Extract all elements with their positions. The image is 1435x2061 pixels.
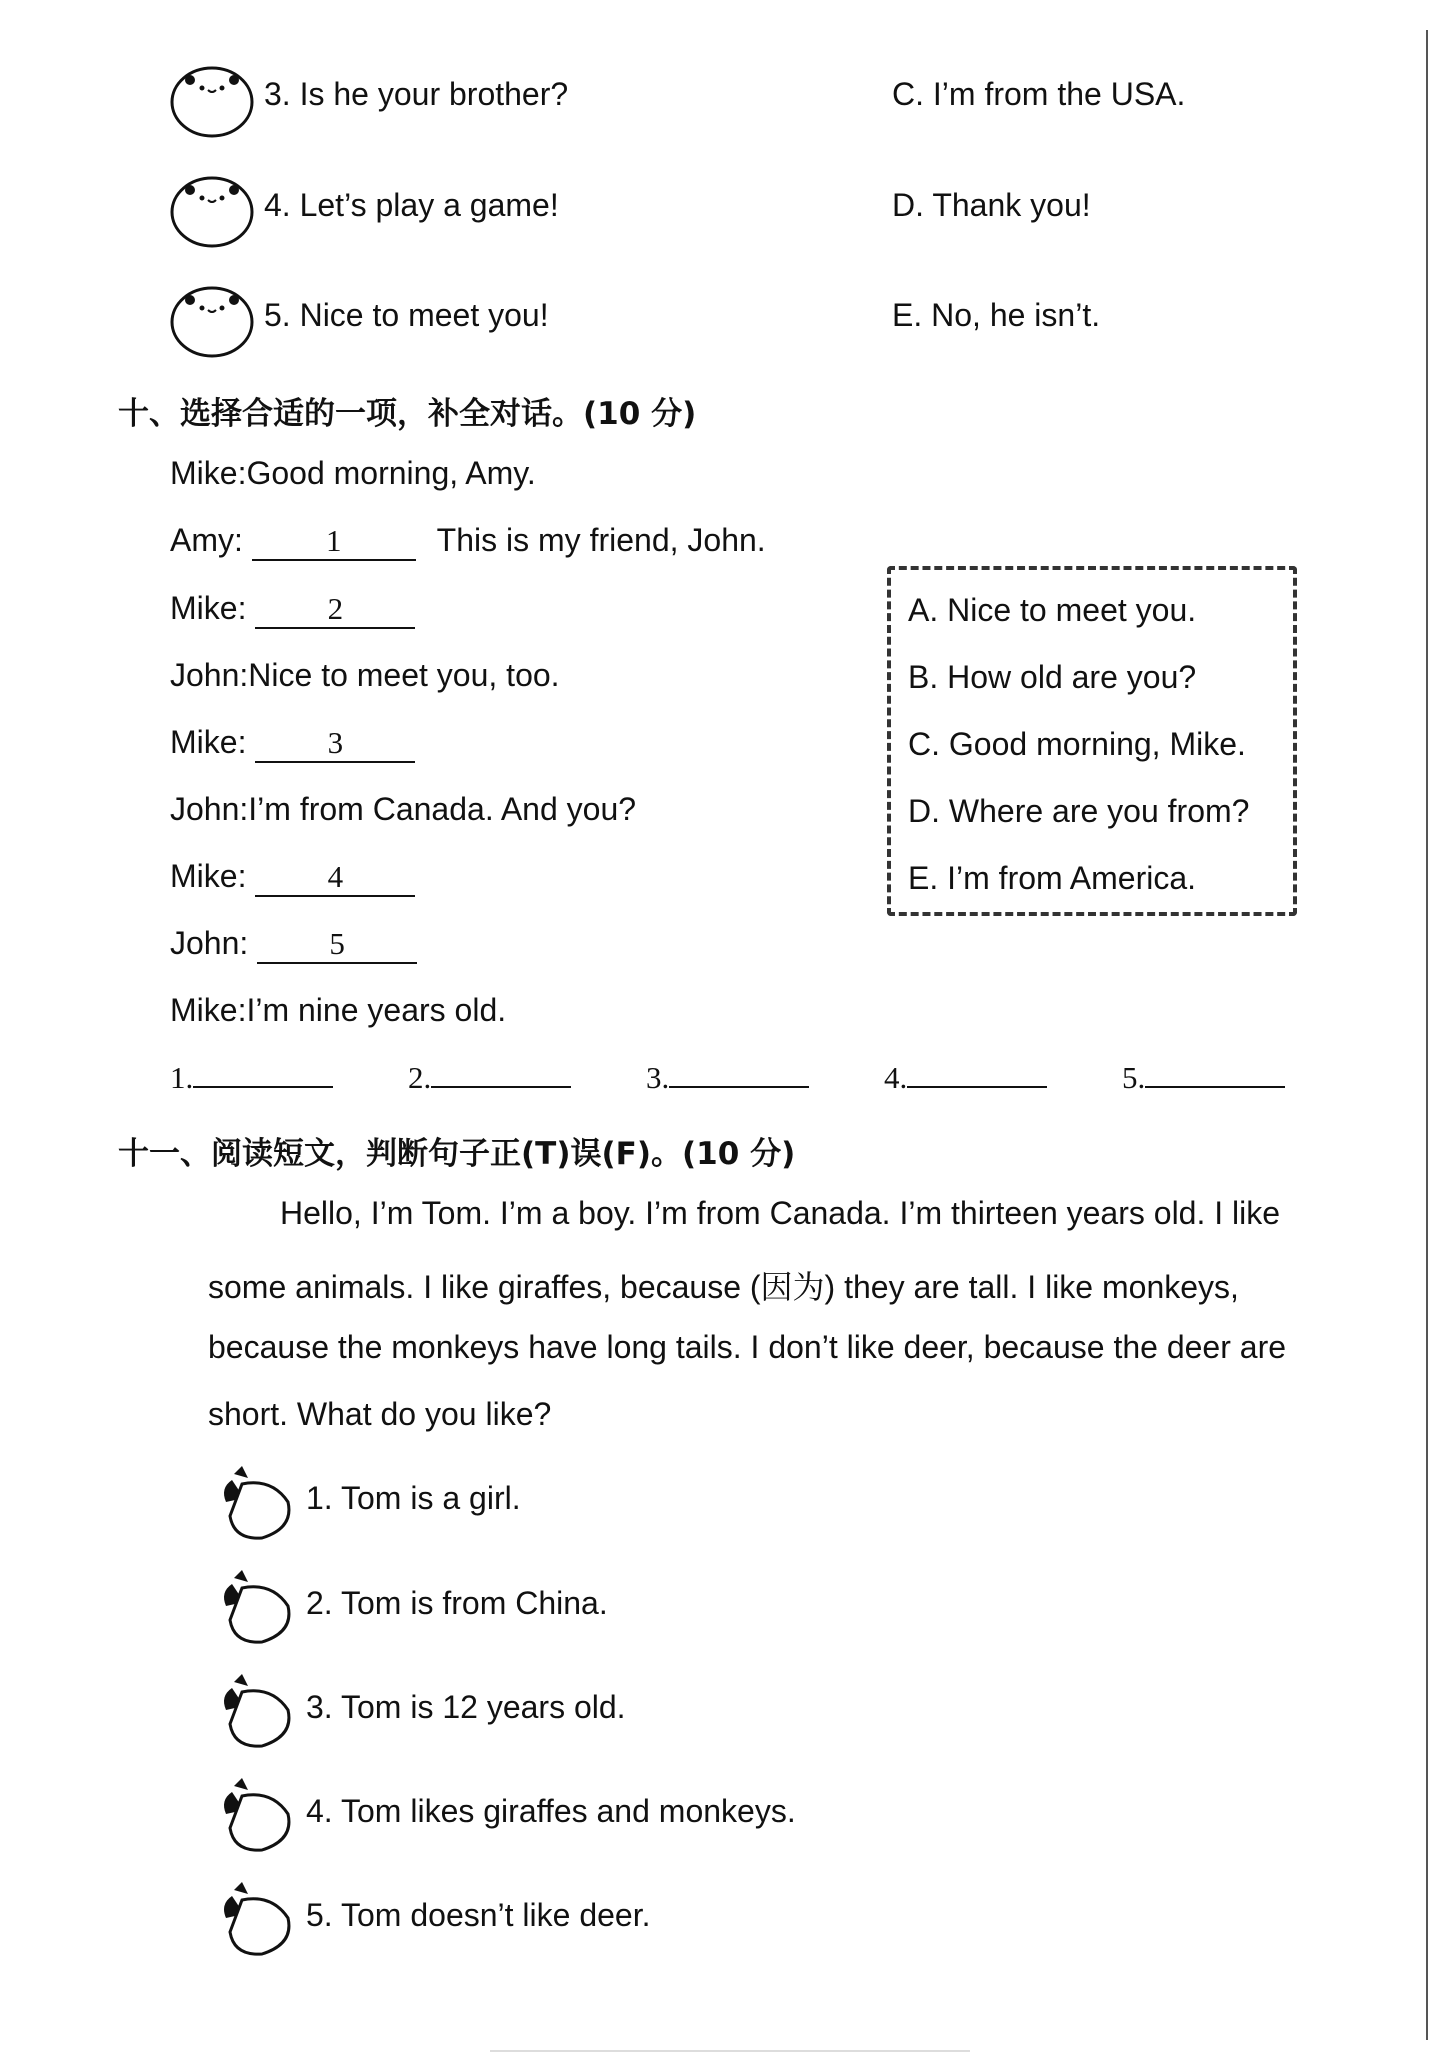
answer-slot-1	[170, 1060, 333, 1096]
answer-slot-4	[884, 1060, 1047, 1096]
match-item-3: 3. Is he your brother?	[264, 76, 569, 112]
section-10-heading: 十、选择合适的一项，补全对话。(10 分)	[118, 396, 697, 432]
statement-5: 5. Tom doesn’t like deer.	[306, 1897, 651, 1933]
speaker: John:	[170, 791, 249, 827]
match-answer-d: D. Thank you!	[892, 187, 1091, 223]
option-b: B. How old are you?	[908, 659, 1197, 695]
dialogue-line	[170, 724, 415, 763]
line-text: I’m nine years old.	[246, 992, 507, 1028]
fox-face-icon	[204, 1570, 300, 1646]
answer-label: 3.	[646, 1060, 670, 1095]
match-answer-e: E. No, he isn’t.	[892, 297, 1101, 333]
answer-label: 5.	[1122, 1060, 1146, 1095]
dialogue-line	[170, 858, 415, 897]
dialogue-line	[170, 925, 417, 964]
answer-blank[interactable]: 2	[255, 591, 415, 629]
fox-face-icon	[204, 1778, 300, 1854]
option-d: D. Where are you from?	[908, 793, 1250, 829]
speaker: Amy:	[170, 522, 243, 558]
option-c: C. Good morning, Mike.	[908, 726, 1246, 762]
page-edge-rule	[1426, 30, 1428, 2040]
dialogue-line	[170, 590, 415, 629]
answer-line[interactable]	[669, 1062, 809, 1088]
line-text: Good morning, Amy.	[246, 455, 536, 491]
speaker: Mike:	[170, 724, 247, 760]
statement-2: 2. Tom is from China.	[306, 1585, 608, 1621]
option-e: E. I’m from America.	[908, 860, 1197, 896]
statement-3: 3. Tom is 12 years old.	[306, 1689, 626, 1725]
panda-face-icon	[166, 162, 258, 252]
dialogue-line	[170, 992, 506, 1029]
passage-line: because the monkeys have long tails. I don’t like deer, because the deer are	[208, 1329, 1287, 1365]
answer-label: 4.	[884, 1060, 908, 1095]
answer-line[interactable]	[1145, 1062, 1285, 1088]
answer-line[interactable]	[193, 1062, 333, 1088]
section-11-heading: 十一、阅读短文，判断句子正(T)误(F)。(10 分)	[118, 1136, 796, 1172]
answer-slot-2	[408, 1060, 571, 1096]
passage-line: some animals. I like giraffes, because (因为) they are tall. I like monkeys,	[208, 1269, 1239, 1305]
answer-blank[interactable]: 5	[257, 926, 417, 964]
line-text: Nice to meet you, too.	[248, 657, 560, 693]
dialogue-line	[170, 657, 560, 694]
fox-face-icon	[204, 1882, 300, 1958]
line-text: This is my friend, John.	[436, 522, 766, 558]
option-a: A. Nice to meet you.	[908, 592, 1197, 628]
answer-line[interactable]	[907, 1062, 1047, 1088]
match-item-4: 4. Let’s play a game!	[264, 187, 559, 223]
dialogue-line	[170, 455, 536, 492]
panda-face-icon	[166, 272, 258, 362]
speaker: John:	[170, 925, 249, 961]
speaker: Mike:	[170, 992, 247, 1028]
speaker: Mike:	[170, 590, 247, 626]
page-bottom-rule	[490, 2050, 970, 2052]
fox-face-icon	[204, 1674, 300, 1750]
line-text: I’m from Canada. And you?	[248, 791, 637, 827]
statement-1: 1. Tom is a girl.	[306, 1480, 521, 1516]
speaker: Mike:	[170, 858, 247, 894]
statement-4: 4. Tom likes giraffes and monkeys.	[306, 1793, 796, 1829]
answer-slot-3	[646, 1060, 809, 1096]
answer-blank[interactable]: 4	[255, 859, 415, 897]
speaker: John:	[170, 657, 249, 693]
match-answer-c: C. I’m from the USA.	[892, 76, 1186, 112]
panda-face-icon	[166, 52, 258, 142]
speaker: Mike:	[170, 455, 247, 491]
dialogue-line	[170, 522, 766, 561]
answer-blank[interactable]: 3	[255, 725, 415, 763]
answer-blank[interactable]: 1	[252, 523, 416, 561]
answer-slot-5	[1122, 1060, 1285, 1096]
match-item-5: 5. Nice to meet you!	[264, 297, 549, 333]
passage-line: short. What do you like?	[208, 1396, 552, 1432]
dialogue-line	[170, 791, 636, 828]
fox-face-icon	[204, 1466, 300, 1542]
passage-line: Hello, I’m Tom. I’m a boy. I’m from Canada. I’m thirteen years old. I like	[280, 1195, 1281, 1231]
answer-label: 2.	[408, 1060, 432, 1095]
answer-line[interactable]	[431, 1062, 571, 1088]
answer-label: 1.	[170, 1060, 194, 1095]
